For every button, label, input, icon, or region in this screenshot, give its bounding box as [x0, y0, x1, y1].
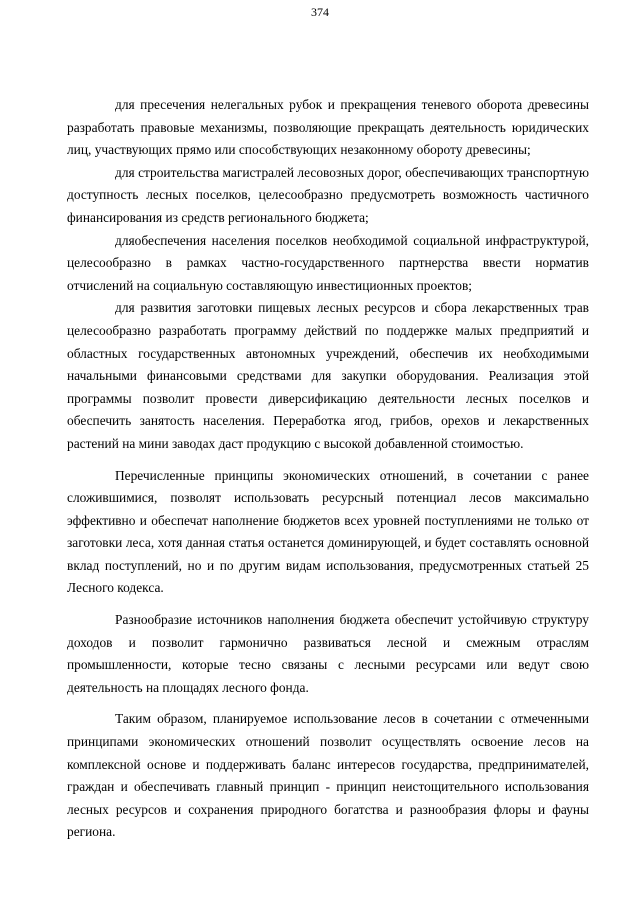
paragraph-illegal-logging: для пресечения нелегальных рубок и прекращения теневого оборота древесины разработать правовые механизмы, позволяющие прекращать деятельность юридических лиц, участвующих прямо или способствующих незаконному обороту древесины; [67, 97, 589, 158]
page-number: 374 [311, 5, 329, 19]
paragraph-conclusion: Таким образом, планируемое использование лесов в сочетании с отмеченными принципами экономических отношений позволит осуществлять освоение лесов на комплексной основе и поддерживать баланс интересов государства, предпринимателей, граждан и обеспечивать главный принцип - принцип неистощительного использования лесных ресурсов и сохранения природного богатства и разнообразия флоры и фауны региона. [67, 711, 589, 840]
paragraph-social-infrastructure: дляобеспечения населения поселков необходимой социальной инфраструктурой, целесообразно в рамках частно-государственного партнерства ввести норматив отчислений на социальную составляющую инвестиционных проектов; [67, 232, 589, 293]
paragraph-budget-sources: Разнообразие источников наполнения бюджета обеспечит устойчивую структуру доходов и позволит гармонично развиваться лесной и смежным отраслям промышленности, которые тесно связаны с лесными ресурсами или ведут свою деятельность на площадях лесного фонда. [67, 612, 589, 695]
paragraph-economic-principles: Перечисленные принципы экономических отношений, в сочетании с ранее сложившимися, позволят использовать ресурсный потенциал лесов максимально эффективно и обеспечат наполнение бюджетов всех уровней поступлениями не только от заготовки леса, хотя данная статья останется доминирующей, и будет составлять основной вклад поступлений, но и по другим видам использования, предусмотренных статьей 25 Лесного кодекса. [67, 467, 589, 596]
paragraph-food-resources: для развития заготовки пищевых лесных ресурсов и сбора лекарственных трав целесообразно разработать программу действий по поддержке малых предприятий и областных государственных автономных учреждений, обеспечив их необходимыми начальными финансовыми средствами для закупки оборудования. Реализация этой программы позволит провести диверсификацию деятельности лесных поселков и обеспечить занятость населения. Переработка ягод, грибов, орехов и лекарственных растений на мини заводах даст продукцию с высокой добавленной стоимостью. [67, 300, 589, 451]
paragraph-forest-roads: для строительства магистралей лесовозных дорог, обеспечивающих транспортную доступность лесных поселков, целесообразно предусмотреть возможность частичного финансирования из средств регионального бюджета; [67, 164, 589, 225]
document-body [67, 94, 589, 844]
